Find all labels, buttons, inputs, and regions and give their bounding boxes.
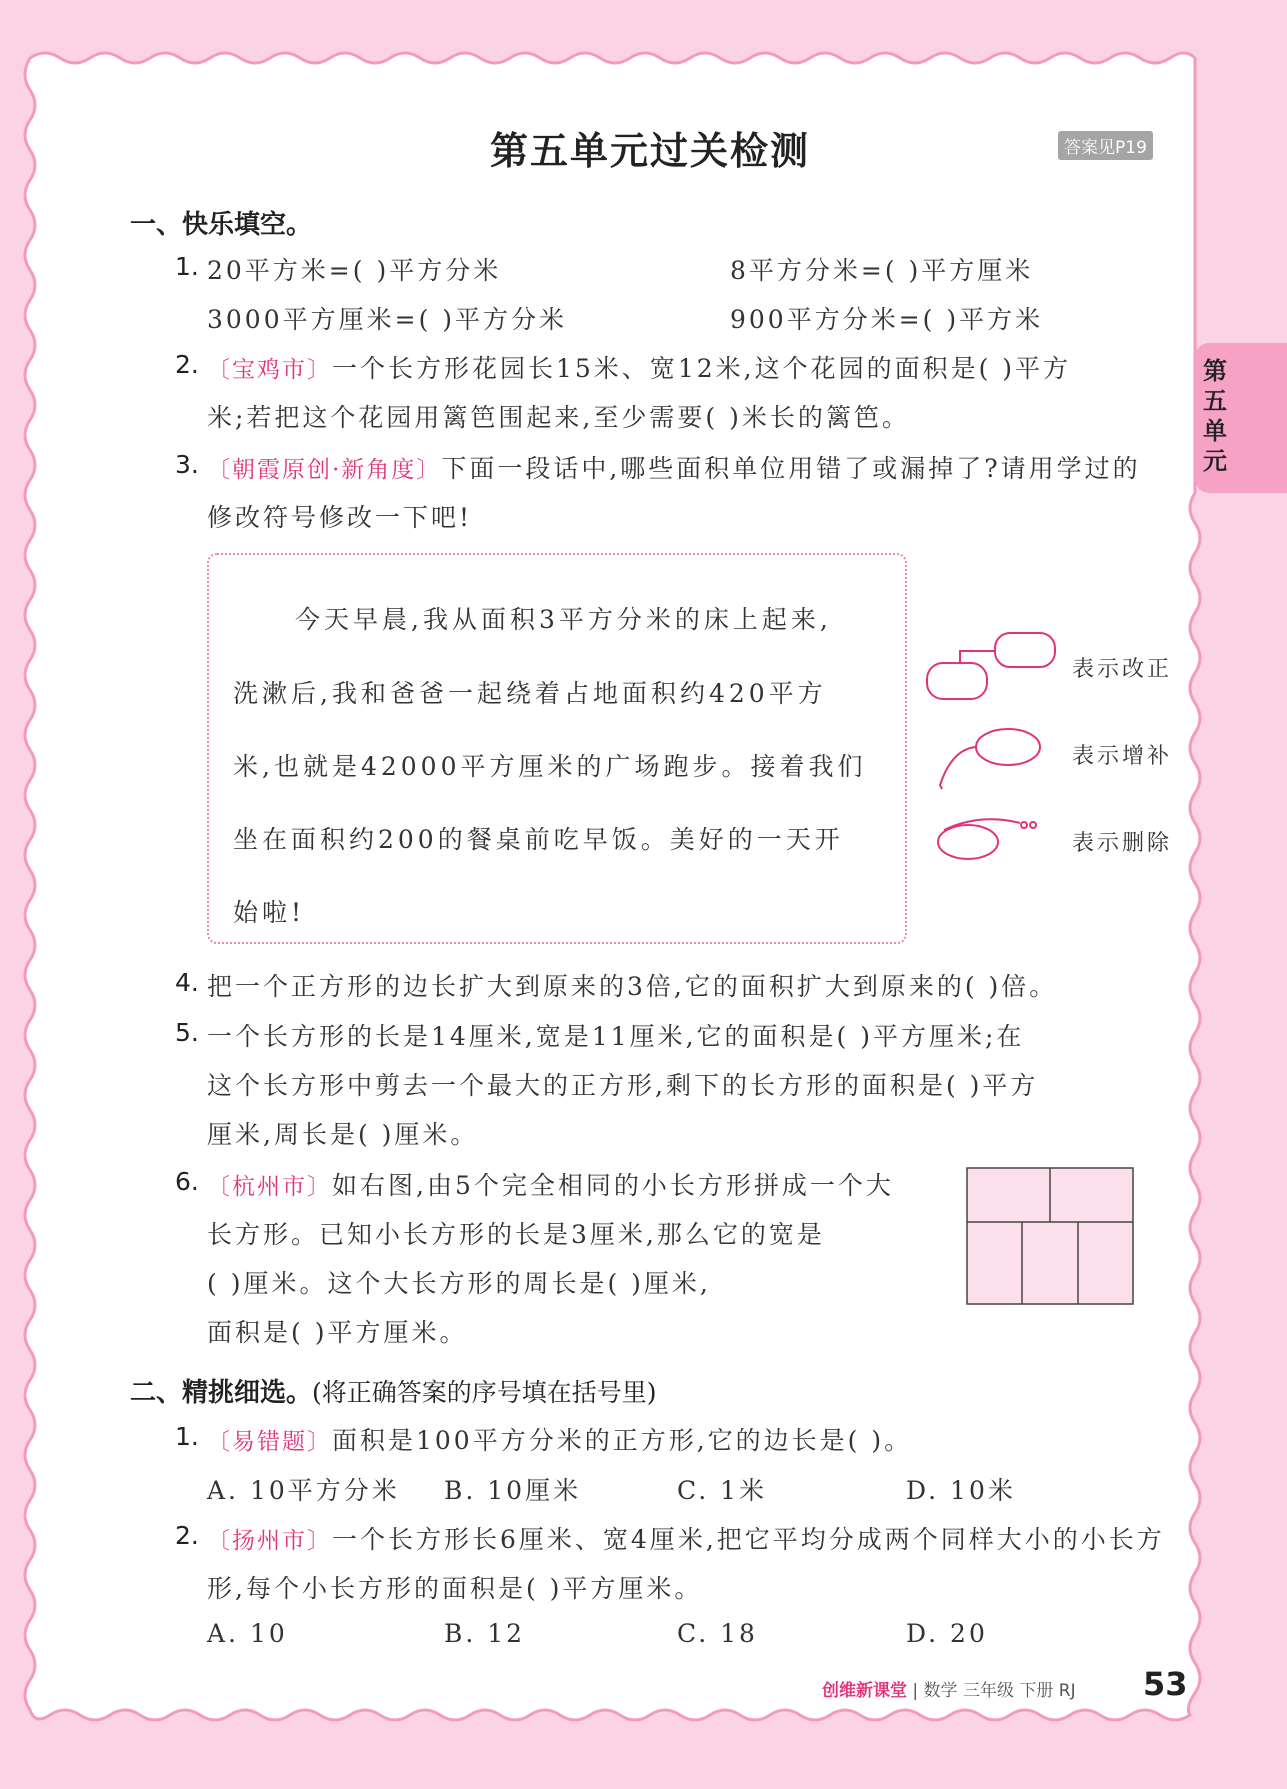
footer-divider: |	[907, 1681, 924, 1701]
q6-line1-wrap	[207, 1166, 894, 1202]
q3-number: 3.	[175, 450, 199, 479]
s2-q2-option-b: B. 12	[444, 1619, 526, 1648]
s2-q1-source-tag: 〔易错题〕	[207, 1429, 332, 1455]
legend-correct: 表示改正	[1072, 657, 1173, 682]
insert-mark-icon	[940, 729, 1040, 789]
s2-q2-source-tag: 〔扬州市〕	[207, 1528, 332, 1554]
q5-number: 5.	[175, 1018, 199, 1047]
q4-text-line1: 把一个正方形的边长扩大到原来的3倍,它的面积扩大到原来的( )倍。	[207, 972, 1058, 1001]
s2-q1-number: 1.	[175, 1422, 199, 1451]
legend-delete: 表示删除	[1072, 831, 1173, 856]
passage-line-1: 今天早晨,我从面积3平方分米的床上起来,	[295, 605, 832, 634]
passage-line-3: 米,也就是42000平方厘米的广场跑步。接着我们	[233, 752, 867, 781]
answer-reference-badge: 答案见P19	[1058, 131, 1153, 160]
q6-number: 6.	[175, 1167, 199, 1196]
q2-number: 2.	[175, 350, 199, 379]
s2-q1-option-a: A. 10平方分米	[207, 1476, 400, 1505]
q5-text-line3: 厘米,周长是( )厘米。	[207, 1120, 479, 1149]
footer-info: 数学 三年级 下册 RJ	[923, 1681, 1076, 1701]
q1-item-d: 900平方分米=( )平方米	[730, 305, 1044, 334]
passage-line-2: 洗漱后,我和爸爸一起绕着占地面积约420平方	[233, 679, 827, 708]
s2-q2-option-d: D. 20	[906, 1619, 988, 1648]
section2-heading-wrap	[130, 1372, 657, 1409]
s2-q2-line1-wrap	[207, 1520, 1165, 1556]
rectangle-figure	[965, 1166, 1135, 1306]
passage-line-5: 始啦!	[233, 898, 306, 927]
legend-insert: 表示增补	[1072, 744, 1173, 769]
q3-source-tag: 〔朝霞原创·新角度〕	[207, 457, 442, 483]
q1-item-c: 3000平方厘米=( )平方分米	[207, 305, 568, 334]
q2-text-line2: 米;若把这个花园用篱笆围起来,至少需要( )米长的篱笆。	[207, 403, 910, 432]
q1-item-b: 8平方分米=( )平方厘米	[730, 256, 1034, 285]
correct-mark-icon	[927, 633, 1055, 699]
page-title: 第五单元过关检测	[489, 129, 810, 173]
q2-text-line1: 一个长方形花园长15米、宽12米,这个花园的面积是( )平方	[332, 354, 1072, 383]
s2-q1-text-line1: 面积是100平方分米的正方形,它的边长是( )。	[332, 1426, 913, 1455]
q4-number: 4.	[175, 968, 199, 997]
q6-text-line4: 面积是( )平方厘米。	[207, 1318, 468, 1347]
q2-source-tag: 〔宝鸡市〕	[207, 357, 332, 383]
q2-line1-wrap	[207, 349, 1071, 385]
q6-text-line1: 如右图,由5个完全相同的小长方形拼成一个大	[332, 1171, 894, 1200]
s2-q2-option-a: A. 10	[207, 1619, 288, 1648]
s2-q1-option-b: B. 10厘米	[444, 1476, 582, 1505]
page-number: 53	[1143, 1665, 1188, 1703]
edit-symbols-figure	[920, 625, 1070, 865]
s2-q2-text-line1: 一个长方形长6厘米、宽4厘米,把它平均分成两个同样大小的小长方	[332, 1525, 1165, 1554]
s2-q2-option-c: C. 18	[677, 1619, 758, 1648]
section2-heading: 二、精挑细选。	[130, 1378, 313, 1408]
s2-q1-option-d: D. 10米	[906, 1476, 1016, 1505]
s2-q1-line1-wrap	[207, 1421, 912, 1457]
q3-text-line1: 下面一段话中,哪些面积单位用错了或漏掉了?请用学过的	[441, 454, 1141, 483]
q6-text-line3: ( )厘米。这个大长方形的周长是( )厘米,	[207, 1269, 711, 1298]
side-tab-label: 第五单元	[1203, 357, 1227, 475]
q5-text-line1: 一个长方形的长是14厘米,宽是11厘米,它的面积是( )平方厘米;在	[207, 1022, 1025, 1051]
footer	[822, 1676, 1076, 1701]
q1-number: 1.	[175, 252, 199, 281]
q6-text-line2: 长方形。已知小长方形的长是3厘米,那么它的宽是	[207, 1220, 825, 1249]
footer-brand: 创维新课堂	[822, 1681, 907, 1701]
q5-text-line2: 这个长方形中剪去一个最大的正方形,剩下的长方形的面积是( )平方	[207, 1071, 1039, 1100]
s2-q2-text-line2: 形,每个小长方形的面积是( )平方厘米。	[207, 1574, 703, 1603]
q1-item-a: 20平方米=( )平方分米	[207, 256, 502, 285]
q3-text-line2: 修改符号修改一下吧!	[207, 503, 473, 532]
s2-q1-option-c: C. 1米	[677, 1476, 768, 1505]
s2-q2-number: 2.	[175, 1521, 199, 1550]
q3-line1-wrap	[207, 449, 1141, 485]
delete-mark-icon	[938, 819, 1036, 859]
section2-note: (将正确答案的序号填在括号里)	[312, 1378, 657, 1407]
passage-line-4: 坐在面积约200的餐桌前吃早饭。美好的一天开	[233, 825, 844, 854]
q6-source-tag: 〔杭州市〕	[207, 1174, 332, 1200]
section1-heading: 一、快乐填空。	[130, 210, 313, 240]
